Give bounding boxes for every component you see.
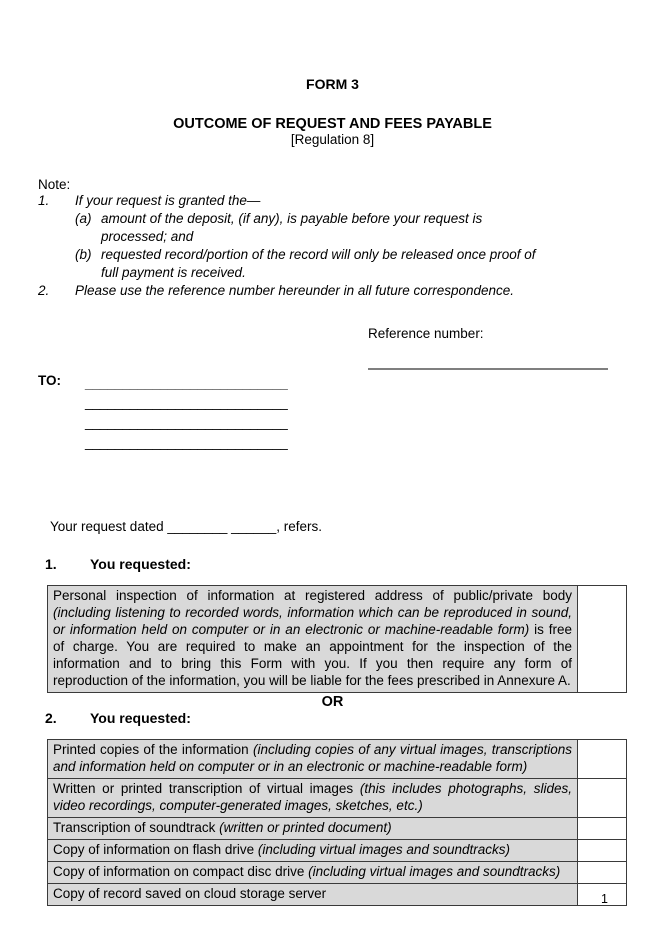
request-dated-line bbox=[50, 519, 627, 534]
note-item-2-text: Please use the reference number hereunder in all future correspondence. bbox=[75, 283, 515, 298]
table-row bbox=[48, 884, 627, 906]
table-row bbox=[48, 779, 627, 818]
to-address-line-1[interactable]: ___________________________ bbox=[85, 375, 288, 390]
to-address-lines bbox=[85, 373, 288, 453]
transcription-soundtrack-cell bbox=[48, 818, 578, 840]
note-item-1a bbox=[75, 210, 627, 246]
page-number: 1 bbox=[601, 892, 608, 906]
row-text: Copy of information on flash drive bbox=[53, 842, 258, 857]
section-1-checkbox-cell[interactable] bbox=[578, 586, 627, 693]
section-1-title: You requested: bbox=[90, 556, 191, 572]
to-address-line-4[interactable]: ___________________________ bbox=[85, 435, 288, 450]
or-separator: OR bbox=[321, 694, 344, 710]
row-text: Printed copies of the information bbox=[53, 742, 253, 757]
section-2-table bbox=[47, 739, 627, 906]
flash-drive-checkbox-cell[interactable] bbox=[578, 840, 627, 862]
note-item-1b-text: requested record/portion of the record will only be released once proof of full payment is received. bbox=[101, 247, 536, 280]
request-dated-text-after: , refers. bbox=[276, 519, 322, 534]
request-dated-text-before: Your request dated bbox=[50, 519, 168, 534]
note-item-1a-text: amount of the deposit, (if any), is payable before your request is processed; and bbox=[101, 211, 483, 244]
request-dated-blank-field[interactable]: ________ ______ bbox=[167, 519, 277, 534]
note-item-1-number: 1. bbox=[38, 193, 50, 208]
reference-number-field[interactable] bbox=[368, 341, 608, 370]
note-item-1b-number: (b) bbox=[75, 247, 92, 262]
transcription-virtual-images-checkbox-cell[interactable] bbox=[578, 779, 627, 818]
row-text-italic: (including virtual images and soundtracks) bbox=[257, 842, 510, 857]
row-text: Transcription of soundtrack bbox=[53, 820, 220, 835]
cloud-storage-cell bbox=[48, 884, 578, 906]
row-text-italic: (this includes photographs, slides, video recordings, computer-generated images, sketches, etc.) bbox=[53, 781, 572, 813]
section-2-number: 2. bbox=[45, 710, 57, 726]
personal-inspection-description-cell bbox=[48, 586, 578, 693]
compact-disc-cell bbox=[48, 862, 578, 884]
section-2-title: You requested: bbox=[90, 710, 191, 726]
table-row bbox=[48, 586, 627, 693]
note-item-1-text: If your request is granted the— bbox=[75, 193, 261, 208]
to-block bbox=[38, 373, 627, 453]
reference-number-block bbox=[368, 326, 627, 370]
section-2-heading bbox=[45, 710, 627, 726]
row-text-italic: (including virtual images and soundtracks) bbox=[308, 864, 561, 879]
form-number-heading: FORM 3 bbox=[306, 76, 359, 92]
section-1-heading bbox=[45, 556, 627, 572]
to-address-line-3[interactable]: ___________________________ bbox=[85, 415, 288, 430]
note-label: Note: bbox=[38, 177, 71, 192]
section-1-number: 1. bbox=[45, 556, 57, 572]
section-1-table bbox=[47, 585, 627, 693]
table-row bbox=[48, 818, 627, 840]
printed-copies-cell bbox=[48, 740, 578, 779]
table-row bbox=[48, 840, 627, 862]
table-row bbox=[48, 862, 627, 884]
reference-number-label: Reference number: bbox=[368, 326, 484, 341]
regulation-subtitle: [Regulation 8] bbox=[290, 132, 375, 147]
note-item-1 bbox=[38, 192, 627, 210]
section-1-body-after: is free of charge. You are required to make an appointment for the inspection of the information and to bring this Form with you. If you then require any form of reproduction of the information, you will be liable for the fees prescribed in Annexure A. bbox=[53, 622, 573, 688]
row-text-italic: (including copies of any virtual images, transcriptions and information held on computer or in an electronic or machine-readable form) bbox=[53, 742, 572, 774]
note-item-1a-number: (a) bbox=[75, 211, 92, 226]
row-text: Copy of information on compact disc drive bbox=[53, 864, 309, 879]
note-item-2 bbox=[38, 282, 627, 300]
section-1-body-italic: (including listening to recorded words, information which can be reproduced in sound, or information held on computer or in an electronic or machine-readable form) bbox=[53, 605, 572, 637]
section-1-body-before: Personal inspection of information at registered address of public/private body bbox=[53, 588, 572, 603]
form-title: OUTCOME OF REQUEST AND FEES PAYABLE bbox=[173, 116, 492, 132]
transcription-soundtrack-checkbox-cell[interactable] bbox=[578, 818, 627, 840]
note-item-1b bbox=[75, 246, 627, 282]
to-label: TO: bbox=[38, 373, 61, 388]
to-address-line-2[interactable]: ___________________________ bbox=[85, 395, 288, 410]
compact-disc-checkbox-cell[interactable] bbox=[578, 862, 627, 884]
flash-drive-cell bbox=[48, 840, 578, 862]
table-row bbox=[48, 740, 627, 779]
row-text-italic: (written or printed document) bbox=[219, 820, 392, 835]
printed-copies-checkbox-cell[interactable] bbox=[578, 740, 627, 779]
transcription-virtual-images-cell bbox=[48, 779, 578, 818]
note-item-2-number: 2. bbox=[38, 283, 50, 298]
row-text: Copy of record saved on cloud storage server bbox=[53, 886, 327, 901]
row-text: Written or printed transcription of virtual images bbox=[53, 781, 360, 796]
